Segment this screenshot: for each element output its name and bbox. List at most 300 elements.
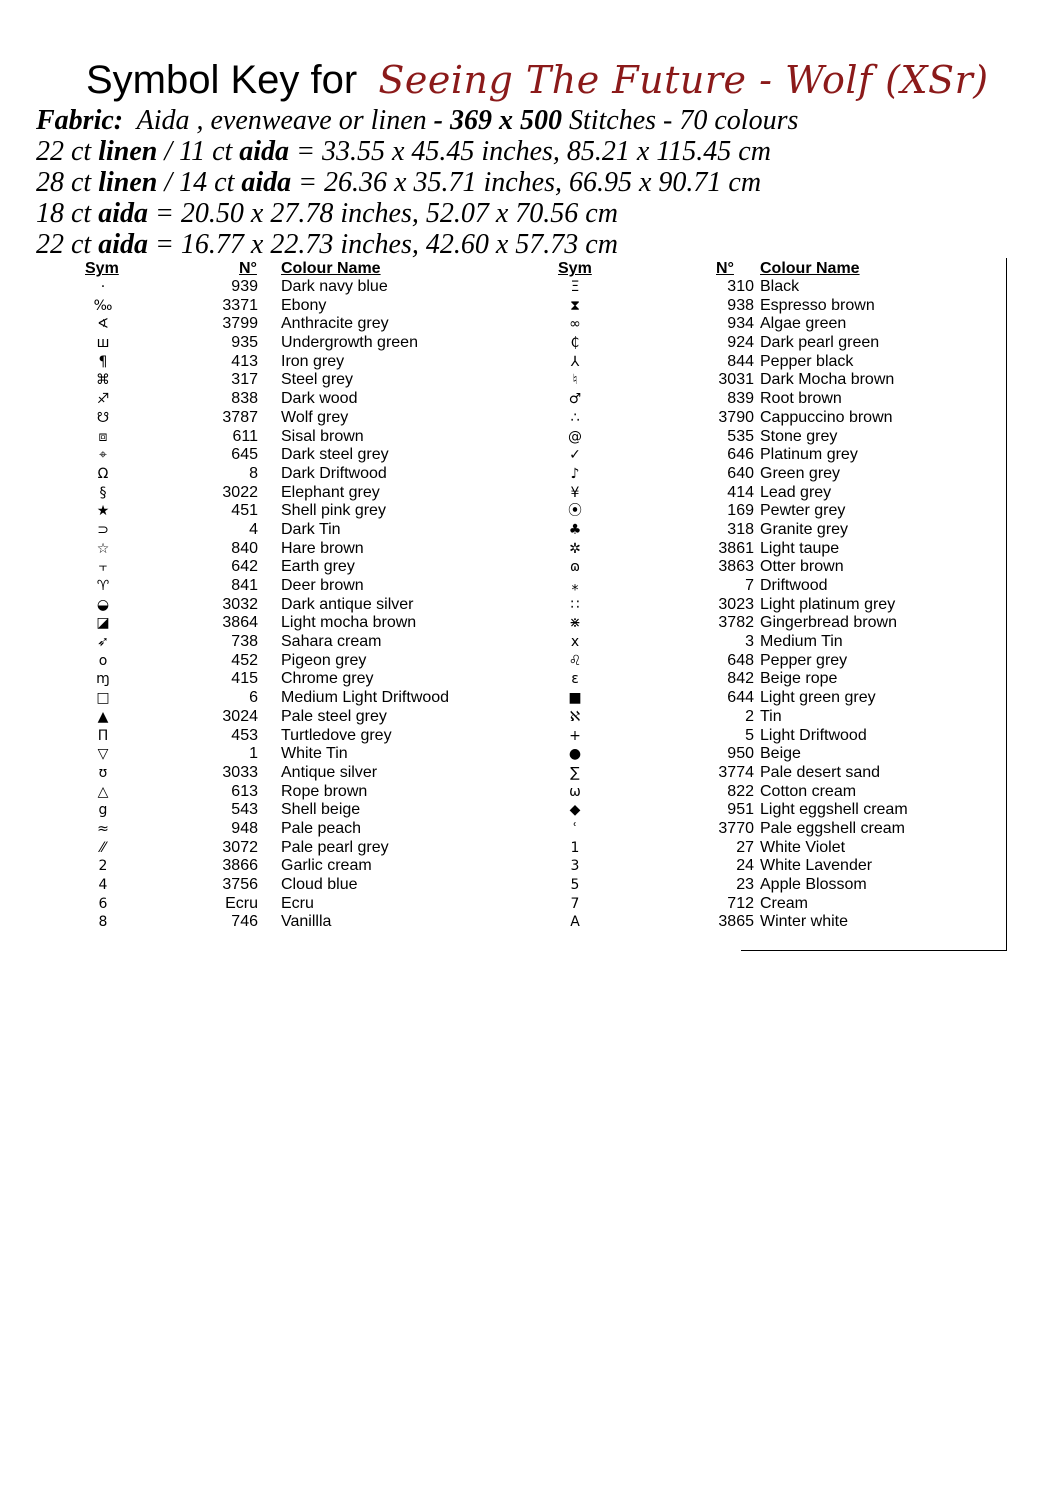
symbol-cell: ɷ [569,559,581,576]
symbol-cell: ⁎ [571,578,579,594]
document-title [86,52,989,108]
size-fabric: linen [98,136,158,167]
number-cell: 611 [232,427,258,445]
symbol-cell: 7 [570,895,580,912]
symbol-cell: ✲ [569,540,581,557]
number-cell: 844 [727,352,754,370]
colour-name-cell: Undergrowth green [281,334,418,352]
size-line-2 [36,167,761,198]
colour-name-cell: Shell pink grey [281,502,386,520]
number-cell: 6 [249,689,258,707]
colour-name-cell: Pigeon grey [281,651,367,669]
table-row [0,652,520,671]
symbol-cell: ∢ [97,316,109,333]
number-cell: 3863 [718,558,754,576]
table-row [0,409,520,428]
number-cell: 3371 [222,296,258,314]
symbol-cell: 8 [98,914,108,931]
symbol-cell: ⧈ [98,428,108,445]
table-row [520,315,1040,334]
size-count-alt: 11 ct [179,136,233,167]
number-cell: 3031 [718,371,754,389]
size-count: 28 ct [36,167,92,198]
title-prefix: Symbol Key for [86,58,358,102]
number-cell: 640 [727,464,754,482]
symbol-cell: △ [97,783,109,800]
symbol-cell: Ξ [570,279,580,295]
symbol-cell: □ [96,690,110,707]
colour-name-cell: Stone grey [760,427,838,445]
colour-name-cell: Gingerbread brown [760,614,897,632]
colour-name-cell: Beige [760,745,801,763]
colour-name-cell: Dark wood [281,390,358,408]
symbol-cell: + [569,727,581,744]
colour-name-cell: Lead grey [760,483,832,501]
symbol-cell: ω [569,783,581,800]
colour-name-cell: White Tin [281,745,348,763]
size-sep: / [164,136,173,167]
symbol-cell: ⁄⁄ [100,839,106,856]
size-line-3 [36,198,618,229]
table-row [520,913,1040,932]
number-cell: Ecru [225,894,258,912]
stitch-size: 369 x 500 [449,105,562,136]
number-cell: 746 [231,913,258,931]
table-row [0,801,520,820]
number-cell: 414 [727,483,754,501]
header-sym-left: Sym [85,260,119,277]
table-row [520,334,1040,353]
colour-name-cell: Garlic cream [281,857,372,875]
table-row [520,614,1040,633]
colour-name-cell: Dark steel grey [281,446,389,464]
number-cell: 8 [249,464,258,482]
number-cell: 3032 [222,595,258,613]
colour-name-cell: Green grey [760,464,841,482]
symbol-cell: ✓ [569,447,581,464]
colour-name-cell: Medium Light Driftwood [281,689,450,707]
colour-name-cell: Light taupe [760,539,840,557]
colour-name-cell: Anthracite grey [281,315,389,333]
symbol-cell: ♈ [96,578,110,594]
symbol-table-right [520,278,1040,932]
size-line-4 [36,229,618,260]
symbol-table-left [0,278,520,932]
symbol-cell: ♌ [568,652,582,669]
table-row [0,315,520,334]
symbol-cell: ♮ [572,372,578,389]
table-row [0,670,520,689]
colour-name-cell: Dark Tin [281,520,341,538]
colour-name-cell: Cotton cream [760,782,857,800]
table-row [0,577,520,596]
colour-name-cell: Pale peach [281,819,362,837]
table-row [520,390,1040,409]
number-cell: 924 [727,334,754,352]
colour-name-cell: Light Driftwood [760,726,867,744]
number-cell: 5 [745,726,754,744]
colour-name-cell: Sahara cream [281,633,382,651]
symbol-cell: ⋇ [569,615,581,632]
number-cell: 318 [727,520,754,538]
number-cell: 1 [249,745,258,763]
number-cell: 646 [727,446,754,464]
size-dims: = 33.55 x 45.45 inches, 85.21 x 115.45 cm [296,136,771,167]
symbol-cell: § [99,484,107,501]
number-cell: 3787 [222,408,258,426]
table-row [0,558,520,577]
symbol-cell: ♐ [96,391,110,408]
colour-name-cell: Apple Blossom [760,876,867,893]
number-cell: 451 [231,502,258,520]
table-row [520,839,1040,858]
header-name-left: Colour Name [281,260,381,277]
symbol-cell: ▲ [97,708,109,725]
colour-name-cell: Hare brown [281,539,364,557]
colour-name-cell: Otter brown [760,558,844,576]
table-row [520,278,1040,297]
size-dims: = 26.36 x 35.71 inches, 66.95 x 90.71 cm [298,167,762,198]
table-row [0,465,520,484]
number-cell: 3023 [718,595,754,613]
symbol-cell: ▽ [97,746,109,763]
colour-name-cell: Espresso brown [760,296,875,314]
table-row [520,708,1040,727]
symbol-cell: g [98,802,108,819]
table-row [520,409,1040,428]
pattern-name: Seeing The Future - Wolf (XSr) [378,58,989,102]
symbol-cell: 4 [98,877,108,893]
symbol-cell: ‰ [93,297,113,314]
table-row [520,745,1040,764]
symbol-cell: x [570,634,580,651]
size-line-1 [36,136,771,167]
table-row [520,895,1040,914]
symbol-cell: ¥ [570,484,580,501]
number-cell: 934 [727,315,754,333]
colour-name-cell: Light platinum grey [760,595,896,613]
number-cell: 27 [736,838,754,856]
colour-name-cell: Chrome grey [281,670,374,688]
symbol-cell: ⌘ [96,372,110,389]
size-dims: = 20.50 x 27.78 inches, 52.07 x 70.56 cm [155,198,618,229]
number-cell: 951 [727,801,754,819]
symbol-cell: ♂ [568,391,582,408]
table-row [0,876,520,895]
number-cell: 948 [231,819,258,837]
table-row [520,540,1040,559]
colour-name-cell: Cream [760,894,809,912]
number-cell: 3864 [222,614,258,632]
colour-name-cell: Vanillla [281,913,332,931]
table-row [520,689,1040,708]
number-cell: 648 [727,651,754,669]
number-cell: 935 [231,334,258,352]
colour-name-cell: Steel grey [281,371,354,389]
colour-name-cell: Light green grey [760,689,876,707]
table-row [520,428,1040,447]
colour-name-cell: Tin [760,707,782,725]
symbol-cell: ☋ [96,409,110,426]
table-row [0,764,520,783]
table-row [520,670,1040,689]
number-cell: 169 [727,502,754,520]
header-num-left: N° [239,260,257,277]
table-row [520,465,1040,484]
number-cell: 738 [231,633,258,651]
number-cell: 840 [231,539,258,557]
number-cell: 24 [736,857,754,875]
fabric-label: Fabric: [36,105,124,136]
number-cell: 938 [727,296,754,314]
colour-name-cell: Pale desert sand [760,763,881,781]
colour-name-cell: Pepper black [760,352,854,370]
colour-name-cell: Platinum grey [760,446,858,464]
colour-name-cell: Ebony [281,296,327,314]
table-row [0,913,520,932]
stitch-colours: Stitches - 70 colours [568,105,799,136]
table-row [0,390,520,409]
number-cell: 3033 [222,763,258,781]
table-row [0,745,520,764]
table-row [520,502,1040,521]
number-cell: 3865 [718,913,754,931]
table-row [520,558,1040,577]
symbol-cell: ʊ [98,764,108,781]
number-cell: 543 [231,801,258,819]
colour-name-cell: Earth grey [281,558,355,576]
table-row [0,820,520,839]
colour-name-cell: Beige rope [760,670,838,688]
number-cell: 4 [249,520,258,538]
table-row [520,371,1040,390]
table-row [0,428,520,447]
number-cell: 642 [231,558,258,576]
symbol-cell: ∑ [570,764,580,781]
symbol-cell: ■ [568,690,582,707]
number-cell: 3774 [718,763,754,781]
header-name-right: Colour Name [760,260,860,277]
symbol-cell: ʿ [572,820,578,837]
number-cell: 3782 [718,614,754,632]
symbol-cell: 3 [570,858,580,875]
table-row [0,521,520,540]
symbol-cell: ⫟ [98,559,108,576]
table-row [520,801,1040,820]
size-sep: / [164,167,173,198]
number-cell: 2 [745,707,754,725]
number-cell: 413 [231,352,258,370]
colour-name-cell: Granite grey [760,520,849,538]
table-row [520,353,1040,372]
symbol-cell: ➶ [97,634,109,651]
colour-name-cell: Light mocha brown [281,614,417,632]
fabric-line [36,105,798,136]
colour-name-cell: Pewter grey [760,502,846,520]
number-cell: 842 [727,670,754,688]
symbol-cell: ɛ [571,671,579,688]
table-row [520,764,1040,783]
table-row [0,783,520,802]
colour-name-cell: Dark Mocha brown [760,371,895,389]
colour-name-cell: Winter white [760,913,849,931]
symbol-cell: ◪ [96,615,110,632]
table-row [0,895,520,914]
colour-name-cell: Pale pearl grey [281,838,389,856]
number-cell: 7 [745,577,754,594]
size-count-alt: 14 ct [179,167,235,198]
size-fabric: linen [98,167,158,198]
number-cell: 822 [727,782,754,800]
header-sym-right: Sym [558,260,592,277]
symbol-cell: Ω [97,465,109,482]
table-row [0,689,520,708]
number-cell: 310 [727,278,754,295]
colour-name-cell: Turtledove grey [281,726,392,744]
size-count: 22 ct [36,229,92,260]
number-cell: 645 [231,446,258,464]
symbol-cell: · [100,279,106,295]
symbol-cell: ⅄ [570,353,580,370]
table-row [520,820,1040,839]
table-row [0,484,520,503]
table-row [520,857,1040,876]
symbol-cell: @ [568,428,582,445]
number-cell: 3770 [718,819,754,837]
number-cell: 839 [727,390,754,408]
colour-name-cell: White Violet [760,838,846,856]
table-row [520,633,1040,652]
table-row [520,297,1040,316]
table-row [0,446,520,465]
symbol-cell: o [98,652,108,669]
symbol-cell: ∞ [569,316,581,333]
symbol-cell: ¶ [98,353,108,370]
colour-name-cell: Pepper grey [760,651,848,669]
number-cell: 3861 [718,539,754,557]
number-cell: 613 [231,782,258,800]
table-row [0,614,520,633]
colour-name-cell: Elephant grey [281,483,380,501]
number-cell: 3022 [222,483,258,501]
number-cell: 3 [745,633,754,651]
table-row [520,484,1040,503]
colour-name-cell: Pale steel grey [281,707,387,725]
number-cell: 3799 [222,315,258,333]
table-row [0,857,520,876]
colour-name-cell: Root brown [760,390,842,408]
colour-name-cell: Antique silver [281,763,378,781]
table-row [0,727,520,746]
symbol-cell: ₵ [570,335,580,352]
fabric-types: Aida , evenweave or linen [136,105,427,136]
size-fabric: aida [98,229,148,260]
number-cell: 841 [231,577,258,594]
table-row [0,297,520,316]
table-row [520,521,1040,540]
symbol-cell: ⧗ [570,297,580,314]
number-cell: 452 [231,651,258,669]
table-row [0,278,520,297]
table-row [0,540,520,559]
symbol-cell: ⦿ [568,503,582,520]
colour-name-cell: Algae green [760,315,847,333]
colour-name-cell: Ecru [281,894,314,912]
number-cell: 535 [727,427,754,445]
table-row [520,596,1040,615]
size-fabric-alt: aida [239,136,290,167]
symbol-cell: ℵ [569,708,581,725]
number-cell: 415 [231,670,258,688]
symbol-cell: ɱ [96,671,110,688]
colour-name-cell: Sisal brown [281,427,364,445]
symbol-cell: 2 [98,858,108,875]
number-cell: 3756 [222,876,258,893]
colour-name-cell: Dark antique silver [281,595,414,613]
number-cell: 453 [231,726,258,744]
symbol-cell: ● [568,746,582,763]
symbol-cell: ≈ [97,820,109,837]
table-row [520,876,1040,895]
symbol-cell: ∴ [570,409,580,426]
colour-name-cell: Pale eggshell cream [760,819,905,837]
symbol-cell: ♣ [568,521,582,538]
colour-name-cell: Deer brown [281,577,364,594]
colour-name-cell: White Lavender [760,857,873,875]
colour-name-cell: Cappuccino brown [760,408,893,426]
table-border-right [1006,258,1007,950]
colour-name-cell: Wolf grey [281,408,349,426]
number-cell: 644 [727,689,754,707]
symbol-cell: ⊃ [97,521,109,538]
colour-name-cell: Dark navy blue [281,278,388,295]
symbol-cell: A [570,914,580,931]
table-row [520,577,1040,596]
table-row [0,596,520,615]
colour-name-cell: Cloud blue [281,876,358,893]
symbol-cell: 6 [98,895,108,912]
symbol-cell: ◒ [96,596,110,613]
colour-name-cell: Black [760,278,800,295]
table-row [0,334,520,353]
symbol-cell: 5 [570,877,580,893]
symbol-cell: ш [96,335,110,352]
table-border-bottom [741,950,1007,951]
number-cell: 3866 [222,857,258,875]
number-cell: 3072 [222,838,258,856]
number-cell: 317 [231,371,258,389]
colour-name-cell: Iron grey [281,352,345,370]
colour-name-cell: Driftwood [760,577,828,594]
number-cell: 3790 [718,408,754,426]
symbol-cell: ◆ [569,802,581,819]
symbol-cell: ♪ [570,465,580,482]
table-row [520,783,1040,802]
table-row [0,633,520,652]
number-cell: 950 [727,745,754,763]
number-cell: 838 [231,390,258,408]
symbol-cell: ∷ [570,596,580,613]
header-num-right: N° [716,260,734,277]
fabric-dash: - [433,105,443,136]
table-row [0,708,520,727]
colour-name-cell: Dark Driftwood [281,464,387,482]
size-dims: = 16.77 x 22.73 inches, 42.60 x 57.73 cm [155,229,618,260]
table-row [520,727,1040,746]
colour-name-cell: Dark pearl green [760,334,880,352]
symbol-cell: 1 [570,839,580,856]
colour-name-cell: Shell beige [281,801,361,819]
